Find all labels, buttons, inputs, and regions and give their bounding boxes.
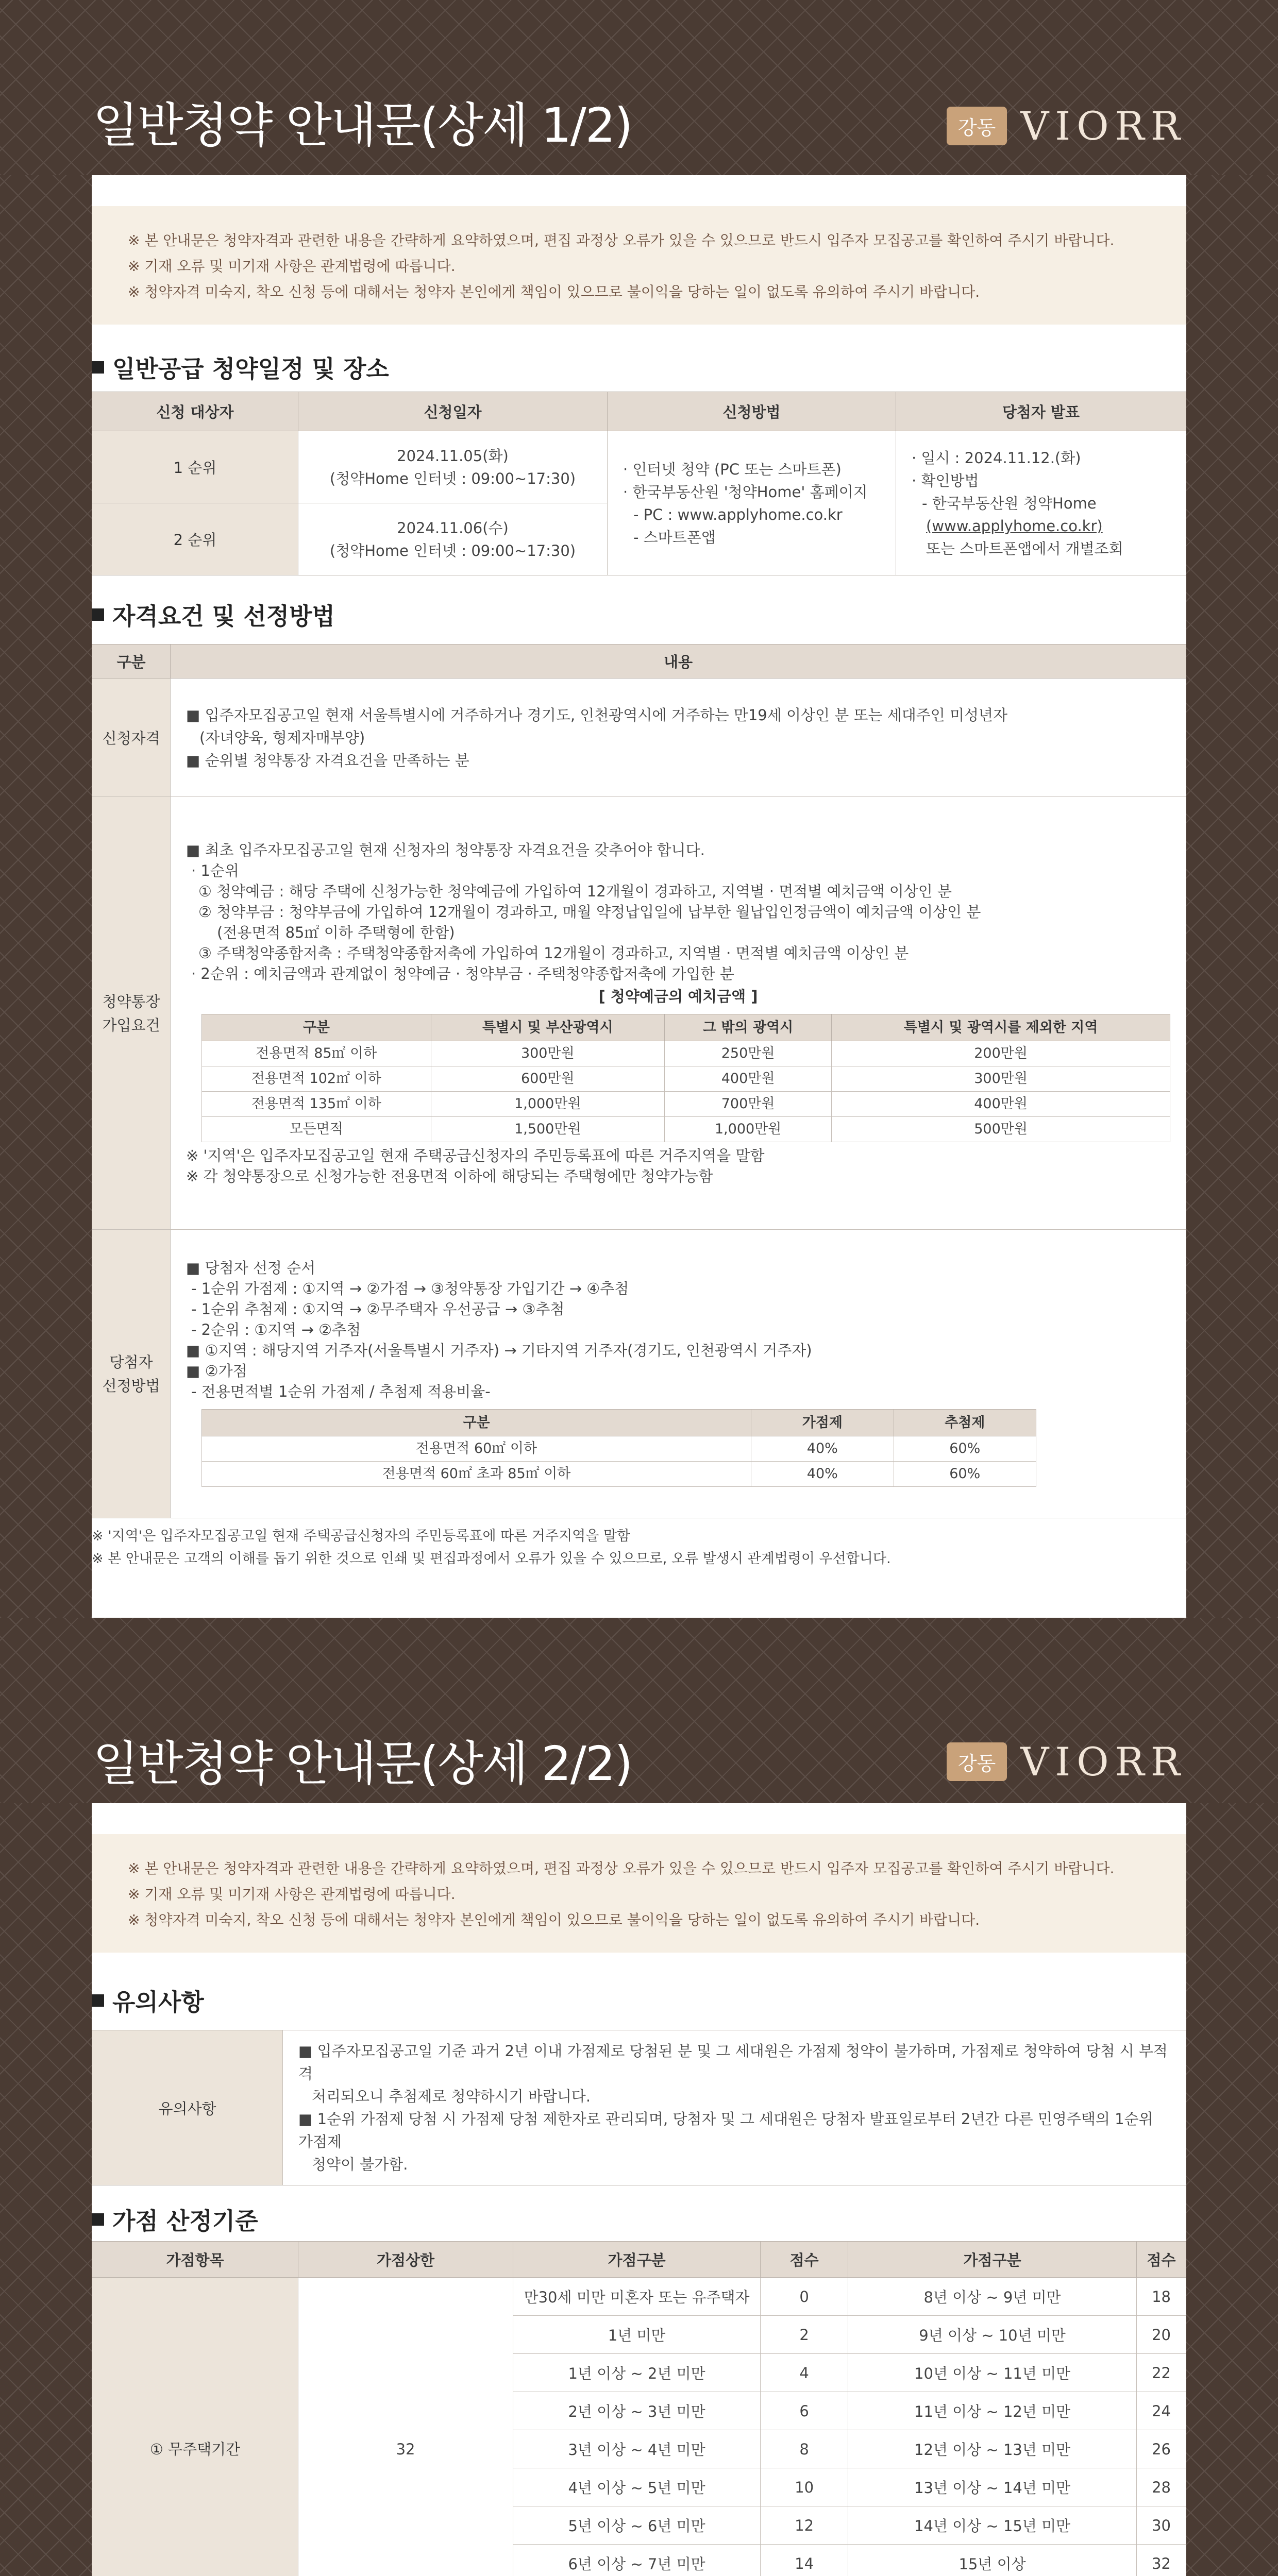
table-cell: 22 <box>1137 2354 1186 2392</box>
brand-logo: VIORR <box>1020 103 1186 149</box>
date-cell: 2024.11.05(화) (청약Home 인터넷 : 09:00~17:30) <box>298 431 608 503</box>
table-cell: 2년 이상 ~ 3년 미만 <box>513 2392 761 2430</box>
group-label: ① 무주택기간 <box>92 2278 298 2576</box>
col-header: 점수 <box>1137 2242 1186 2278</box>
square-bullet-icon <box>92 361 104 374</box>
table-cell: 6 <box>761 2392 848 2430</box>
table-cell: 13년 이상 ~ 14년 미만 <box>848 2468 1137 2506</box>
table-cell: 20 <box>1137 2316 1186 2354</box>
notice-line: ※ 기재 오류 및 미기재 사항은 관계법령에 따릅니다. <box>128 1886 456 1903</box>
panel2-title: 일반청약 안내문(상세 2/2) <box>93 1736 632 1791</box>
col-header: 특별시 및 부산광역시 <box>431 1014 664 1041</box>
table-cell: 10년 이상 ~ 11년 미만 <box>848 2354 1137 2392</box>
row-label: 당첨자 선정방법 <box>92 1230 171 1518</box>
notice-line: ※ 기재 오류 및 미기재 사항은 관계법령에 따릅니다. <box>128 258 456 275</box>
table-row: 전용면적 135㎡ 이하 1,000만원 700만원 400만원 <box>202 1092 1170 1117</box>
panel2-brand <box>947 1739 1186 1785</box>
panel2-left-border <box>0 1803 92 2576</box>
table-cell: 15년 이상 <box>848 2545 1137 2576</box>
caution-heading: 유의사항 <box>92 1984 204 2018</box>
table-cell: 11년 이상 ~ 12년 미만 <box>848 2392 1137 2430</box>
col-header: 신청 대상자 <box>92 392 298 431</box>
qualification-heading: 자격요건 및 선정방법 <box>92 598 335 632</box>
apply-content: ■ 입주자모집공고일 현재 서울특별시에 거주하거나 경기도, 인천광역시에 거주하는 만19세 이상인 분 또는 세대주인 미성년자 (자녀양육, 형제자매부양) ■ 순위별 청약통장 자격요건을 만족하는 분 <box>171 679 1186 797</box>
col-header: 신청일자 <box>298 392 608 431</box>
schedule-heading: 일반공급 청약일정 및 장소 <box>92 350 389 384</box>
table-cell: 28 <box>1137 2468 1186 2506</box>
panel1-title: 일반청약 안내문(상세 1/2) <box>93 98 632 153</box>
panel1-footnotes: ※ '지역'은 입주자모집공고일 현재 주택공급신청자의 주민등록표에 따른 거주지역을 말함 ※ 본 안내문은 고객의 이해를 돕기 위한 것으로 인쇄 및 편집과정에서 오류가 있을 수 있으므로, 오류 발생시 관계법령이 우선합니다. <box>92 1528 891 1567</box>
deposit-table <box>201 1014 1170 1142</box>
table-cell: 30 <box>1137 2506 1186 2545</box>
notice-line: ※ 청약자격 미숙지, 착오 신청 등에 대해서는 청약자 본인에게 책임이 있으므로 불이익을 당하는 일이 없도록 유의하여 주시기 바랍니다. <box>128 1911 980 1928</box>
schedule-table <box>92 392 1186 575</box>
table-cell: 5년 이상 ~ 6년 미만 <box>513 2506 761 2545</box>
table-cell: 14 <box>761 2545 848 2576</box>
caution-content: ■ 입주자모집공고일 기준 과거 2년 이내 가점제로 당첨된 분 및 그 세대원은 가점제 청약이 불가하며, 가점제로 청약하여 당첨 시 부적격 처리되오니 추첨제로 청약하시기 바랍니다. ■ 1순위 가점제 당첨 시 가점제 당첨 제한자로 관리되며, 당첨자 및 그 세대원은 당첨자 발표일로부터 2년간 다른 민영주택의 1순위 가점제 청약이 불가함. <box>283 2030 1186 2185</box>
table-cell: 8년 이상 ~ 9년 미만 <box>848 2278 1137 2316</box>
table-cell: 10 <box>761 2468 848 2506</box>
table-cell: 만30세 미만 미혼자 또는 유주택자 <box>513 2278 761 2316</box>
table-row: 전용면적 60㎡ 초과 85㎡ 이하 40% 60% <box>202 1462 1036 1487</box>
col-header: 가점제 <box>751 1410 894 1436</box>
table-cell: 12 <box>761 2506 848 2545</box>
method-cell: · 인터넷 청약 (PC 또는 스마트폰) · 한국부동산원 '청약Home' 홈페이지 - PC : www.applyhome.co.kr - 스마트폰앱 <box>608 431 896 575</box>
table-cell: 24 <box>1137 2392 1186 2430</box>
panel1-right-border <box>1186 175 1278 1618</box>
table-cell: 4년 이상 ~ 5년 미만 <box>513 2468 761 2506</box>
col-header: 가점상한 <box>298 2242 513 2278</box>
brand-badge: 강동 <box>947 107 1007 145</box>
notice-line: ※ 청약자격 미숙지, 착오 신청 등에 대해서는 청약자 본인에게 책임이 있으므로 불이익을 당하는 일이 없도록 유의하여 주시기 바랍니다. <box>128 283 980 300</box>
col-header: 추첨제 <box>894 1410 1036 1436</box>
col-header: 가점구분 <box>848 2242 1137 2278</box>
col-header: 점수 <box>761 2242 848 2278</box>
table-cell: 18 <box>1137 2278 1186 2316</box>
brand-badge: 강동 <box>947 1742 1007 1781</box>
col-header: 구분 <box>202 1014 431 1041</box>
table-cell: 32 <box>1137 2545 1186 2576</box>
points-heading: 가점 산정기준 <box>92 2202 258 2236</box>
table-cell: 4 <box>761 2354 848 2392</box>
group-max: 32 <box>298 2278 513 2576</box>
square-bullet-icon <box>92 1994 104 2007</box>
notice-line: ※ 본 안내문은 청약자격과 관련한 내용을 간략하게 요약하였으며, 편집 과정상 오류가 있을 수 있으므로 반드시 입주자 모집공고를 확인하여 주시기 바랍니다. <box>128 1860 1115 1877</box>
table-row: 전용면적 85㎡ 이하 300만원 250만원 200만원 <box>202 1041 1170 1066</box>
table-row: 모든면적 1,500만원 1,000만원 500만원 <box>202 1117 1170 1142</box>
panel1-left-border <box>0 175 92 1618</box>
notice-line: ※ 본 안내문은 청약자격과 관련한 내용을 간략하게 요약하였으며, 편집 과정상 오류가 있을 수 있으므로 반드시 입주자 모집공고를 확인하여 주시기 바랍니다. <box>128 232 1115 249</box>
selection-content: ■ 당첨자 선정 순서 - 1순위 가점제 : ①지역 → ②가점 → ③청약통장 가입기간 → ④추첨 - 1순위 추첨제 : ①지역 → ②무주택자 우선공급 → ③추첨 - 2순위 : ①지역 → ②추첨 ■ ①지역 : 해당지역 거주자(서울특별시 거주자) → 기타지역 거주자(경기도, 인천광역시 거주자) ■ ②가점 - 전용면적별 1순위 가점제 / 추첨제 적용비율- 구분 가점제 추첨제 전용면적 60㎡ 이하 40% 60% 전용면적 60㎡ 초과 85㎡ 이하 40% 60% <box>171 1230 1186 1518</box>
row-label: 청약통장 가입요건 <box>92 797 171 1230</box>
panel2-right-border <box>1186 1803 1278 2576</box>
table-cell: 9년 이상 ~ 10년 미만 <box>848 2316 1137 2354</box>
table-cell: 1년 미만 <box>513 2316 761 2354</box>
table-cell: 12년 이상 ~ 13년 미만 <box>848 2430 1137 2468</box>
applyhome-link[interactable]: (www.applyhome.co.kr) <box>926 517 1103 535</box>
brand-logo: VIORR <box>1020 1739 1186 1785</box>
target-cell: 1 순위 <box>92 431 298 503</box>
col-header: 그 밖의 광역시 <box>665 1014 832 1041</box>
row-label: 유의사항 <box>92 2030 283 2185</box>
table-cell: 1년 이상 ~ 2년 미만 <box>513 2354 761 2392</box>
panel1-brand <box>947 103 1186 149</box>
col-header: 가점구분 <box>513 2242 761 2278</box>
table-row: 전용면적 60㎡ 이하 40% 60% <box>202 1436 1036 1462</box>
announce-cell: · 일시 : 2024.11.12.(화) · 확인방법 - 한국부동산원 청약Home (www.applyhome.co.kr) 또는 스마트폰앱에서 개별조회 <box>896 431 1186 575</box>
caution-table <box>92 2030 1186 2185</box>
points-table <box>92 2241 1186 2576</box>
col-header: 내용 <box>171 645 1186 679</box>
col-header: 특별시 및 광역시를 제외한 지역 <box>832 1014 1170 1041</box>
requirement-content: ■ 최초 입주자모집공고일 현재 신청자의 청약통장 자격요건을 갖추어야 합니다. · 1순위 ① 청약예금 : 해당 주택에 신청가능한 청약예금에 가입하여 12개월이 경과하고, 지역별 · 면적별 예치금액 이상인 분 ② 청약부금 : 청약부금에 가입하여 12개월이 경과하고, 매월 약정납입일에 납부한 월납입인정금액이 예치금액 이상인 분 (전용면적 85㎡ 이하 주택형에 한함) ③ 주택청약종합저축 : 주택청약종합저축에 가입하여 12개월이 경과하고, 지역별 · 면적별 예치금액 이상인 분 · 2순위 : 예치금액과 관계없이 청약예금 · 청약부금 · 주택청약종합저축에 가입한 분 [ 청약예금의 예치금액 ] 구분 특별시 및 부산광역시 그 밖의 광역시 특별시 및 광역시를 제외한 지역 전용면적 85㎡ 이하 300만원 250만원 200만원 전용면적 102㎡ 이하 600만원 400만원 300만원 전용면적 135㎡ 이하 1,000만원 700만원 400만원 모든면적 1,500만원 1,000만원 500만원 ※ '지역'은 입주자모집공고일 현재 주택공급신청자의 주민등록표에 따른 거주지역을 말함 ※ 각 청약통장으로 신청가능한 전용면적 이하에 해당되는 주택형에만 청약가능함 <box>171 797 1186 1230</box>
qualification-table <box>92 644 1186 1518</box>
table-row: 전용면적 102㎡ 이하 600만원 400만원 300만원 <box>202 1066 1170 1092</box>
col-header: 구분 <box>202 1410 751 1436</box>
table-cell: 6년 이상 ~ 7년 미만 <box>513 2545 761 2576</box>
target-cell: 2 순위 <box>92 503 298 575</box>
col-header: 가점항목 <box>92 2242 298 2278</box>
ratio-table <box>201 1409 1036 1487</box>
col-header: 구분 <box>92 645 171 679</box>
table-row <box>92 2278 1186 2316</box>
col-header: 당첨자 발표 <box>896 392 1186 431</box>
date-cell: 2024.11.06(수) (청약Home 인터넷 : 09:00~17:30) <box>298 503 608 575</box>
panel1-notice <box>92 206 1186 325</box>
table-cell: 26 <box>1137 2430 1186 2468</box>
table-cell: 8 <box>761 2430 848 2468</box>
square-bullet-icon <box>92 2213 104 2226</box>
panel2-notice <box>92 1834 1186 1953</box>
deposit-title: [ 청약예금의 예치금액 ] <box>598 988 758 1005</box>
table-cell: 14년 이상 ~ 15년 미만 <box>848 2506 1137 2545</box>
table-cell: 3년 이상 ~ 4년 미만 <box>513 2430 761 2468</box>
table-cell: 0 <box>761 2278 848 2316</box>
table-cell: 2 <box>761 2316 848 2354</box>
col-header: 신청방법 <box>608 392 896 431</box>
row-label: 신청자격 <box>92 679 171 797</box>
square-bullet-icon <box>92 608 104 621</box>
